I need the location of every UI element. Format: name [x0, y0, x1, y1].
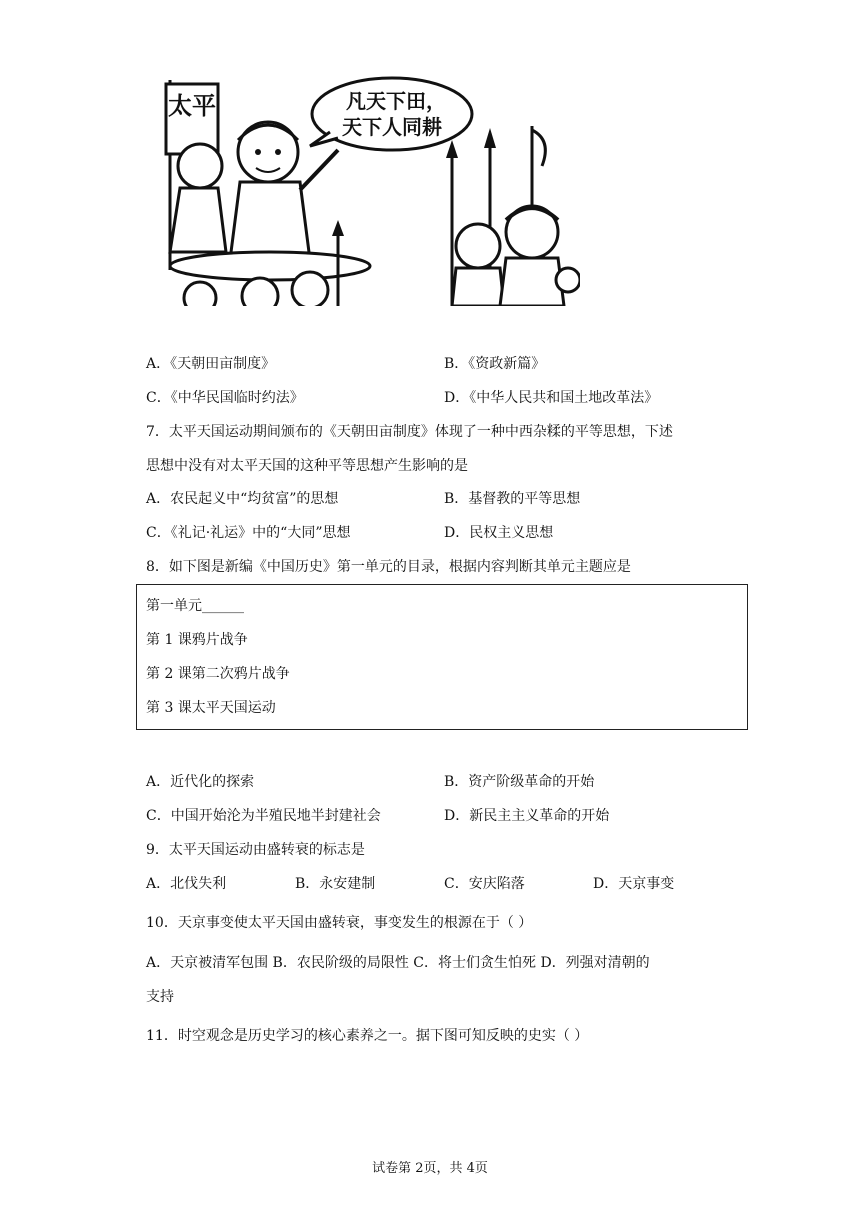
q8-stem: 8．如下图是新编《中国历史》第一单元的目录，根据内容判断其单元主题应是 — [146, 559, 631, 575]
speech-line-1: 凡天下田， — [346, 89, 446, 113]
page-footer: 试卷第 2页，共 4页 — [372, 1161, 488, 1176]
taiping-cartoon-illustration — [160, 70, 580, 306]
q10-options-continuation: 支持 — [146, 989, 174, 1005]
q7-option-b: B．基督教的平等思想 — [444, 491, 581, 507]
q8-option-b: B．资产阶级革命的开始 — [444, 774, 595, 790]
q7-stem-line1: 7．太平天国运动期间颁布的《天朝田亩制度》体现了一种中西杂糅的平等思想，下述 — [146, 424, 673, 440]
q6-option-b: B．《资政新篇》 — [444, 356, 546, 372]
q8-option-a: A．近代化的探索 — [146, 774, 255, 790]
q8-box-lesson-1: 第 1 课鸦片战争 — [146, 632, 248, 648]
speech-line-2: 天下人同耕 — [342, 115, 442, 139]
q8-box-lesson-2: 第 2 课第二次鸦片战争 — [146, 666, 290, 682]
q9-option-c: C．安庆陷落 — [444, 876, 525, 892]
q9-stem: 9．太平天国运动由盛转衰的标志是 — [146, 842, 365, 858]
q7-option-d: D．民权主义思想 — [444, 525, 554, 541]
q6-option-d: D．《中华人民共和国土地改革法》 — [444, 390, 659, 406]
q9-option-d: D．天京事变 — [593, 876, 675, 892]
banner-text: 太平 — [168, 92, 216, 120]
q10-stem: 10．天京事变使太平天国由盛转衰，事变发生的根源在于（ ） — [146, 915, 533, 931]
q8-option-d: D．新民主主义革命的开始 — [444, 808, 610, 824]
q6-option-a: A．《天朝田亩制度》 — [146, 356, 276, 372]
q9-option-b: B．永安建制 — [295, 876, 376, 892]
q11-stem: 11．时空观念是历史学习的核心素养之一。据下图可知反映的史实（ ） — [146, 1028, 589, 1044]
q7-option-c: C．《礼记·礼运》中的“大同”思想 — [146, 525, 351, 541]
q6-option-c: C．《中华民国临时约法》 — [146, 390, 304, 406]
q8-option-c: C．中国开始沦为半殖民地半封建社会 — [146, 808, 381, 824]
q10-options-line: A．天京被清军包围 B．农民阶级的局限性 C．将士们贪生怕死 D．列强对清朝的 — [146, 955, 650, 971]
q8-box-lesson-3: 第 3 课太平天国运动 — [146, 700, 276, 716]
q8-box-title: 第一单元______ — [146, 598, 244, 614]
q7-stem-line2: 思想中没有对太平天国的这种平等思想产生影响的是 — [146, 458, 468, 474]
q9-option-a: A．北伐失利 — [146, 876, 227, 892]
q7-option-a: A．农民起义中“均贫富”的思想 — [146, 491, 339, 507]
